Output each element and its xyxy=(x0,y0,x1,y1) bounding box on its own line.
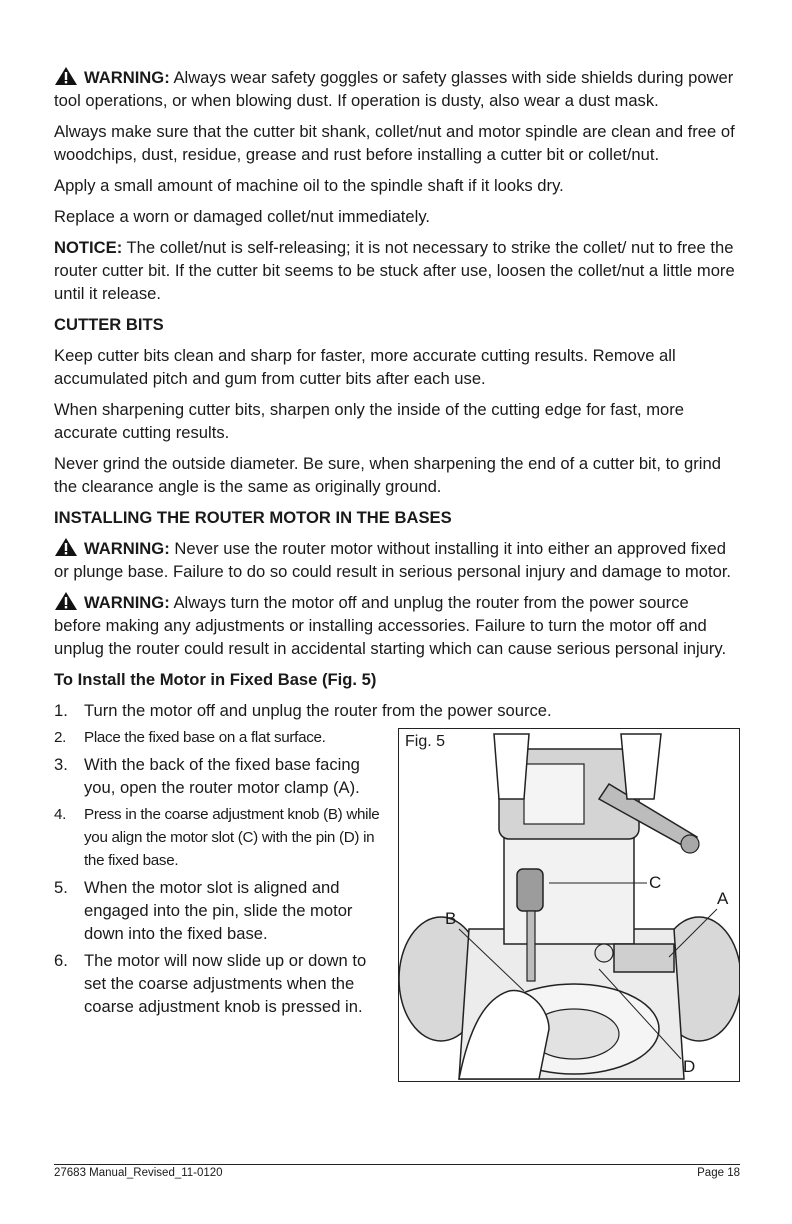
footer-document-id: 27683 Manual_Revised_11-0120 xyxy=(54,1167,223,1179)
steps-column xyxy=(54,726,390,1022)
step-text: Press in the coarse adjustment knob (B) while you align the motor slot (C) with the pin (D) in the fixed base. xyxy=(84,806,380,869)
intro-paragraph-1: Always make sure that the cutter bit shank, collet/nut and motor spindle are clean and free of woodchips, dust, residue, grease and rust before installing a cutter bit or collet/nut. xyxy=(54,122,735,164)
intro-paragraph-2: Apply a small amount of machine oil to the spindle shaft if it looks dry. xyxy=(54,176,564,195)
callout-d: D xyxy=(683,1057,696,1076)
step-number: 2. xyxy=(54,729,67,746)
step-number: 3. xyxy=(54,755,68,774)
step-1 xyxy=(54,699,740,722)
cutter-bits-paragraph-2: When sharpening cutter bits, sharpen only the inside of the cutting edge for fast, more accurate cutting results. xyxy=(54,400,685,442)
step-text: With the back of the fixed base facing you, open the router motor clamp (A). xyxy=(84,755,360,797)
warning-text: Never use the router motor without installing it into either an approved fixed or plunge base. Failure to do so could result in serious personal injury and damage to motor. xyxy=(54,539,732,581)
warning-safety-goggles xyxy=(54,66,740,112)
callout-a: A xyxy=(717,889,729,908)
notice-text: The collet/nut is self-releasing; it is not necessary to strike the collet/ nut to free the router cutter bit. If the cutter bit seems to be stuck after use, loosen the collet/nut a little more until it release. xyxy=(54,238,735,303)
step-text: Place the fixed base on a flat surface. xyxy=(84,729,326,746)
callout-c: C xyxy=(649,873,662,892)
warning-label: WARNING: xyxy=(84,539,170,558)
manual-page xyxy=(54,66,740,1086)
step-5 xyxy=(54,876,390,945)
step-4 xyxy=(54,803,390,872)
figure-5 xyxy=(398,728,740,1082)
fixed-base-heading: To Install the Motor in Fixed Base (Fig. 5) xyxy=(54,670,377,689)
warning-label: WARNING: xyxy=(84,68,170,87)
cutter-bits-paragraph-3: Never grind the outside diameter. Be sure, when sharpening the end of a cutter bit, to grind the clearance angle is the same as originally ground. xyxy=(54,454,721,496)
warning-text: Always turn the motor off and unplug the router from the power source before making any adjustments or installing accessories. Failure to turn the motor off and unplug the router could result in accidental starting which can cause serious personal injury. xyxy=(54,593,727,658)
warning-triangle-icon xyxy=(54,591,78,611)
callout-b: B xyxy=(445,909,457,928)
footer-page-number: Page 18 xyxy=(697,1167,740,1179)
router-illustration xyxy=(399,729,739,1081)
warning-text: Always wear safety goggles or safety glasses with side shields during power tool operations, or when blowing dust. If operation is dusty, also wear a dust mask. xyxy=(54,68,734,110)
step-text: Turn the motor off and unplug the router from the power source. xyxy=(84,701,552,720)
warning-router-base xyxy=(54,537,740,583)
cutter-bits-paragraph-1: Keep cutter bits clean and sharp for faster, more accurate cutting results. Remove all accumulated pitch and gum from cutter bits after each use. xyxy=(54,346,676,388)
notice-label: NOTICE: xyxy=(54,238,123,257)
warning-triangle-icon xyxy=(54,537,78,557)
steps-with-figure xyxy=(54,726,740,1086)
installing-heading: INSTALLING THE ROUTER MOTOR IN THE BASES xyxy=(54,508,452,527)
step-text: When the motor slot is aligned and engaged into the pin, slide the motor down into the fixed base. xyxy=(84,878,353,943)
warning-unplug xyxy=(54,591,740,660)
step-6 xyxy=(54,949,390,1018)
step-text: The motor will now slide up or down to set the coarse adjustments when the coarse adjustment knob is pressed in. xyxy=(84,951,367,1016)
step-number: 1. xyxy=(54,701,68,720)
page-footer xyxy=(54,1164,740,1179)
notice-paragraph xyxy=(54,236,740,305)
step-number: 6. xyxy=(54,951,68,970)
cutter-bits-heading: CUTTER BITS xyxy=(54,315,164,334)
intro-paragraph-3: Replace a worn or damaged collet/nut immediately. xyxy=(54,207,431,226)
step-3 xyxy=(54,753,390,799)
warning-label: WARNING: xyxy=(84,593,170,612)
figure-label: Fig. 5 xyxy=(405,733,446,750)
warning-triangle-icon xyxy=(54,66,78,86)
step-number: 4. xyxy=(54,806,67,823)
step-number: 5. xyxy=(54,878,68,897)
step-2 xyxy=(54,726,390,749)
